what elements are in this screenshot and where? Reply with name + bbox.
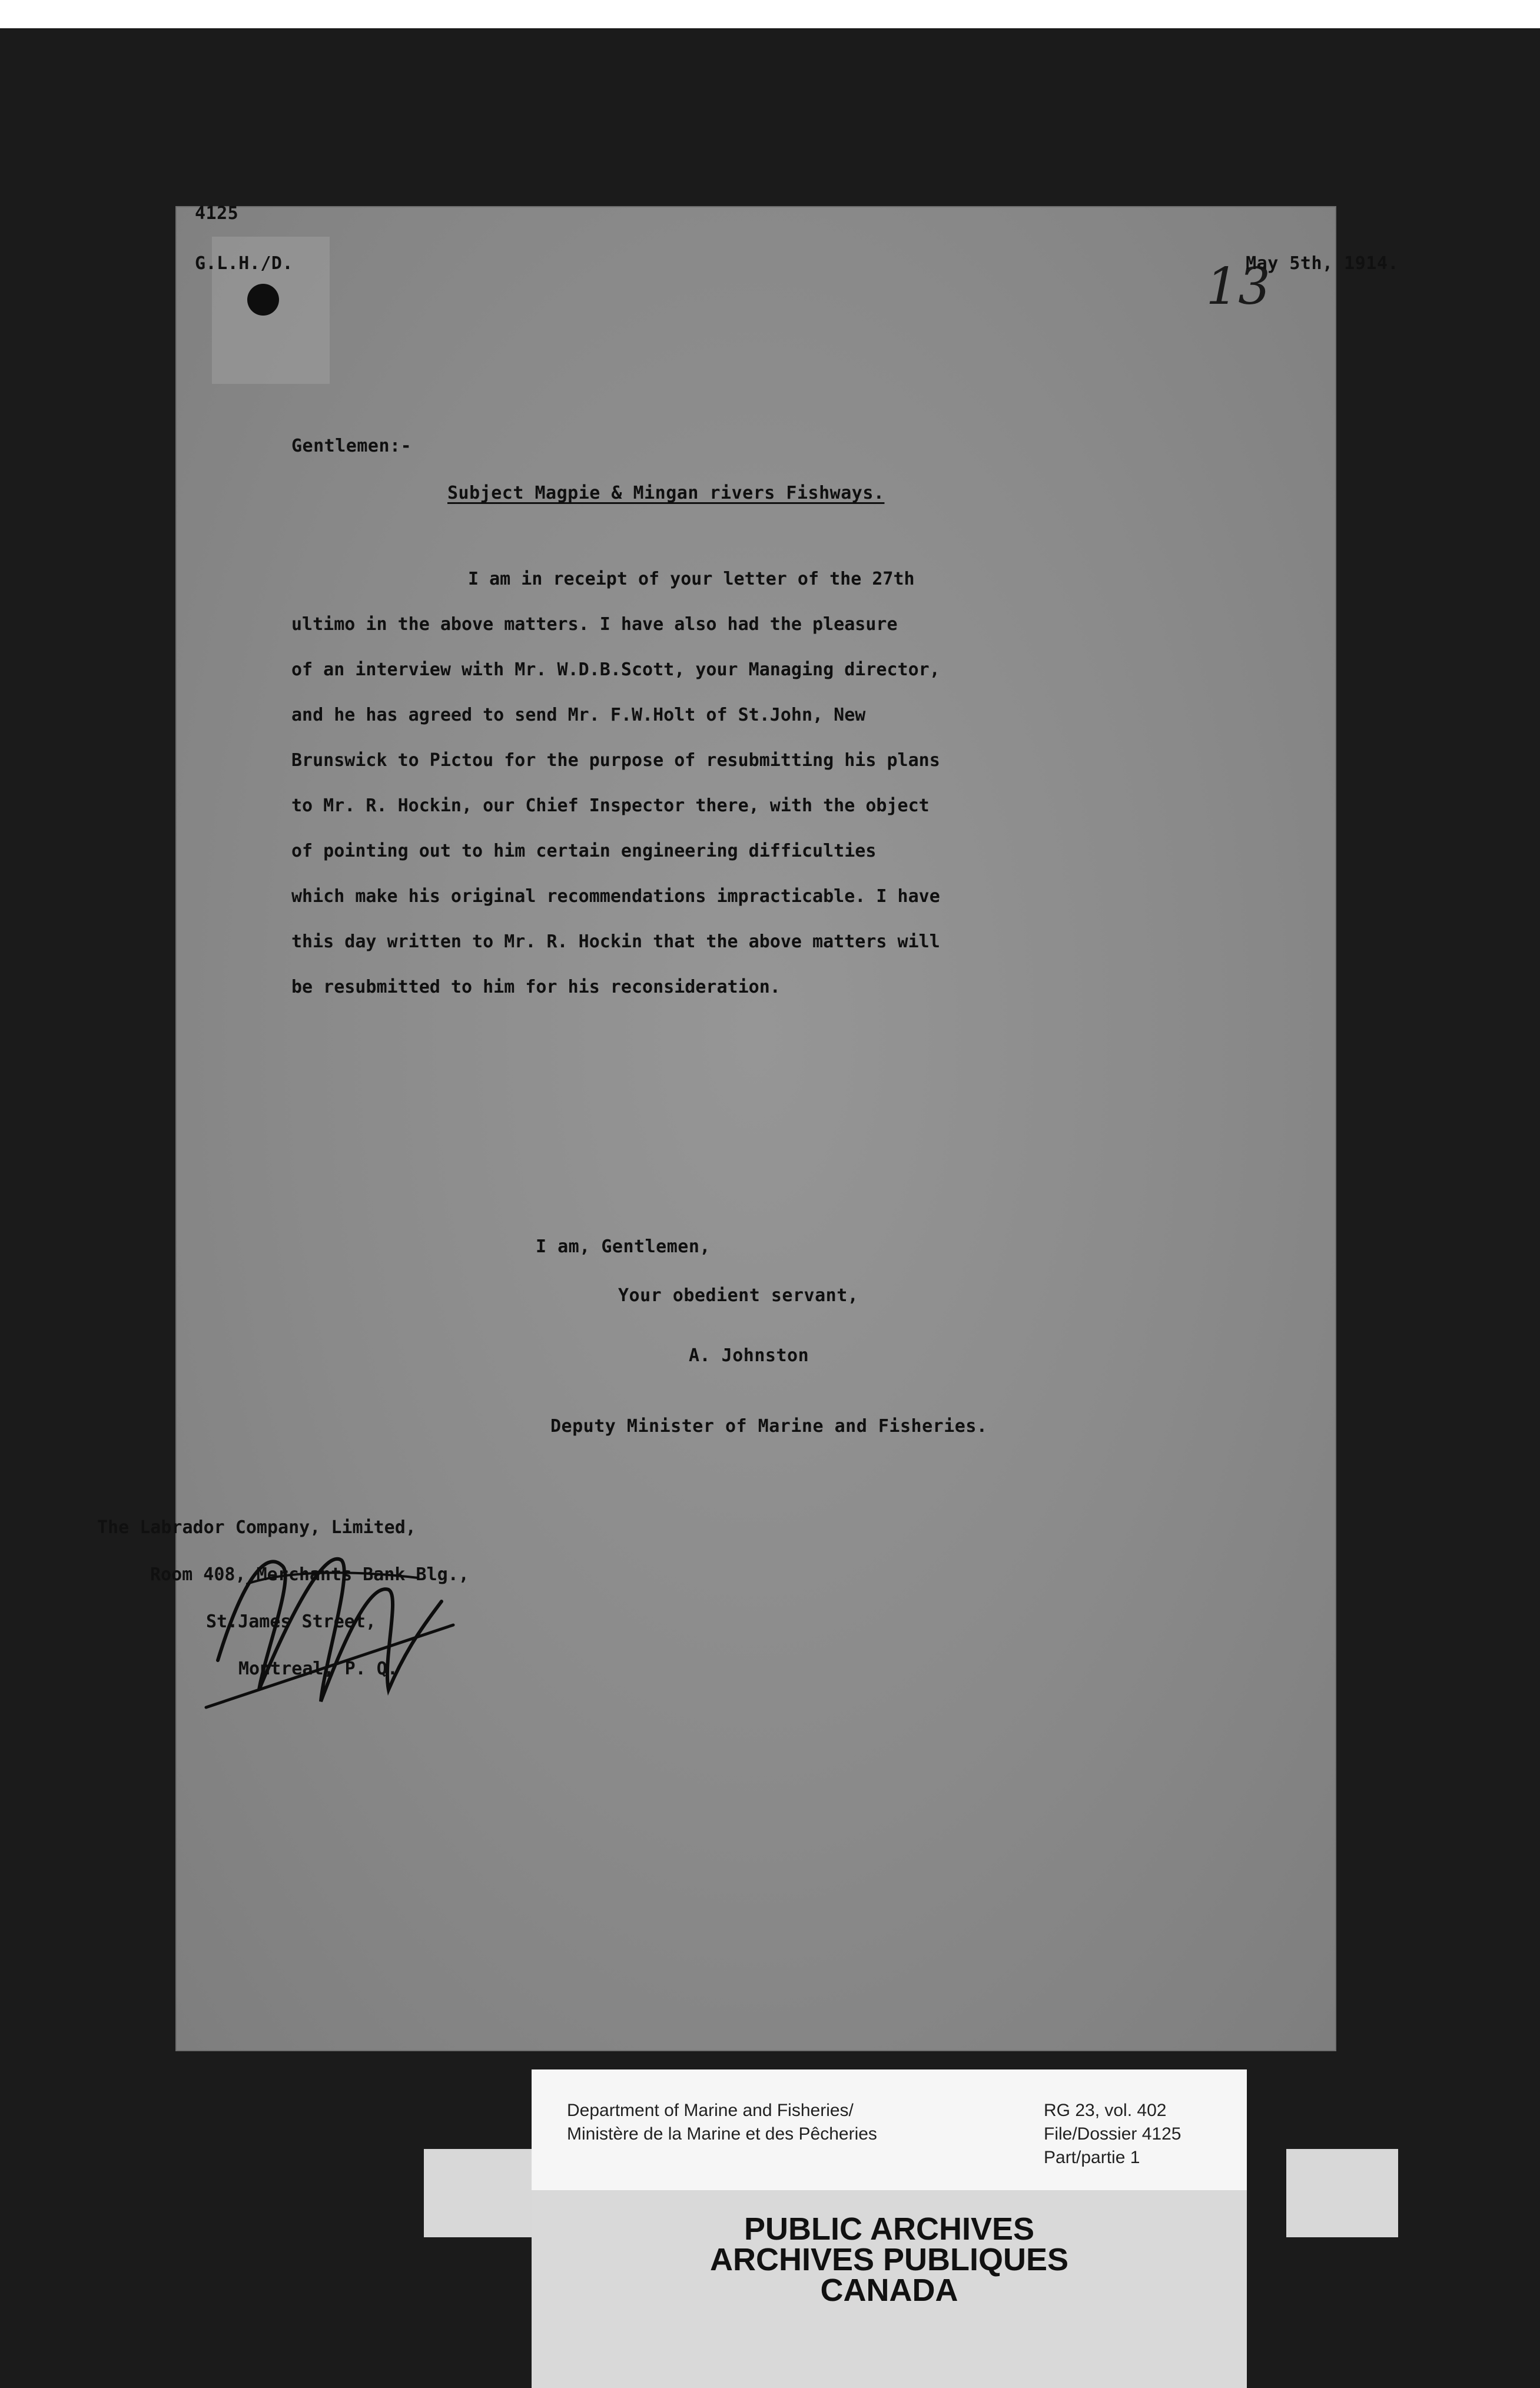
address-line: Room 408, Merchants Bank Blg., bbox=[150, 1564, 469, 1585]
body-line: which make his original recommendations impracticable. I have bbox=[291, 886, 940, 907]
signer-title: Deputy Minister of Marine and Fisheries. bbox=[550, 1416, 988, 1437]
body-line: this day written to Mr. R. Hockin that the above matters will bbox=[291, 931, 940, 952]
address-line: St.James Street, bbox=[206, 1611, 376, 1632]
record-group: RG 23, vol. 402 bbox=[1044, 2101, 1167, 2120]
body-line: I am in receipt of your letter of the 27th bbox=[468, 569, 915, 589]
body-line: of pointing out to him certain engineering difficulties bbox=[291, 841, 877, 861]
stamp-line: PUBLIC ARCHIVES bbox=[744, 2211, 1035, 2247]
label-tab-right bbox=[1286, 2149, 1398, 2237]
label-tab-left bbox=[424, 2149, 536, 2237]
folio-number: 13 bbox=[1206, 257, 1270, 316]
address-line: The Labrador Company, Limited, bbox=[97, 1517, 416, 1538]
department-french: Ministère de la Marine et des Pêcheries bbox=[567, 2124, 877, 2144]
salutation: Gentlemen:- bbox=[291, 436, 412, 456]
reference-initials: G.L.H./D. bbox=[195, 253, 294, 274]
body-line: of an interview with Mr. W.D.B.Scott, your Managing director, bbox=[291, 659, 940, 680]
subject-line: Subject Magpie & Mingan rivers Fishways. bbox=[447, 483, 885, 503]
body-line: be resubmitted to him for his reconsideration. bbox=[291, 977, 781, 997]
letter-date: May 5th, 1914. bbox=[1246, 253, 1399, 274]
signer-name: A. Johnston bbox=[689, 1345, 809, 1366]
closing: I am, Gentlemen, bbox=[536, 1236, 711, 1257]
address-line: Montreal, P. Q. bbox=[238, 1659, 398, 1679]
body-line: to Mr. R. Hockin, our Chief Inspector there, with the object bbox=[291, 795, 930, 816]
file-dossier: File/Dossier 4125 bbox=[1044, 2124, 1181, 2144]
body-line: and he has agreed to send Mr. F.W.Holt of St.John, New bbox=[291, 705, 866, 725]
reference-block bbox=[1044, 2099, 1181, 2170]
letter-body bbox=[291, 556, 1233, 1010]
file-number: 4125 bbox=[195, 203, 239, 224]
department-english: Department of Marine and Fisheries/ bbox=[567, 2101, 854, 2120]
archive-label bbox=[532, 2069, 1247, 2388]
public-archives-stamp bbox=[532, 2211, 1247, 2308]
punch-hole bbox=[247, 284, 279, 316]
stamp-line: ARCHIVES PUBLIQUES bbox=[709, 2242, 1069, 2277]
body-line: ultimo in the above matters. I have also had the pleasure bbox=[291, 614, 898, 635]
top-margin-strip bbox=[0, 0, 1540, 28]
handwritten-initials bbox=[194, 1513, 465, 1737]
department-block bbox=[567, 2099, 877, 2146]
body-line: Brunswick to Pictou for the purpose of resubmitting his plans bbox=[291, 750, 940, 771]
part-partie: Part/partie 1 bbox=[1044, 2148, 1140, 2167]
stamp-line: CANADA bbox=[820, 2273, 958, 2308]
closing-phrase: Your obedient servant, bbox=[618, 1285, 859, 1306]
